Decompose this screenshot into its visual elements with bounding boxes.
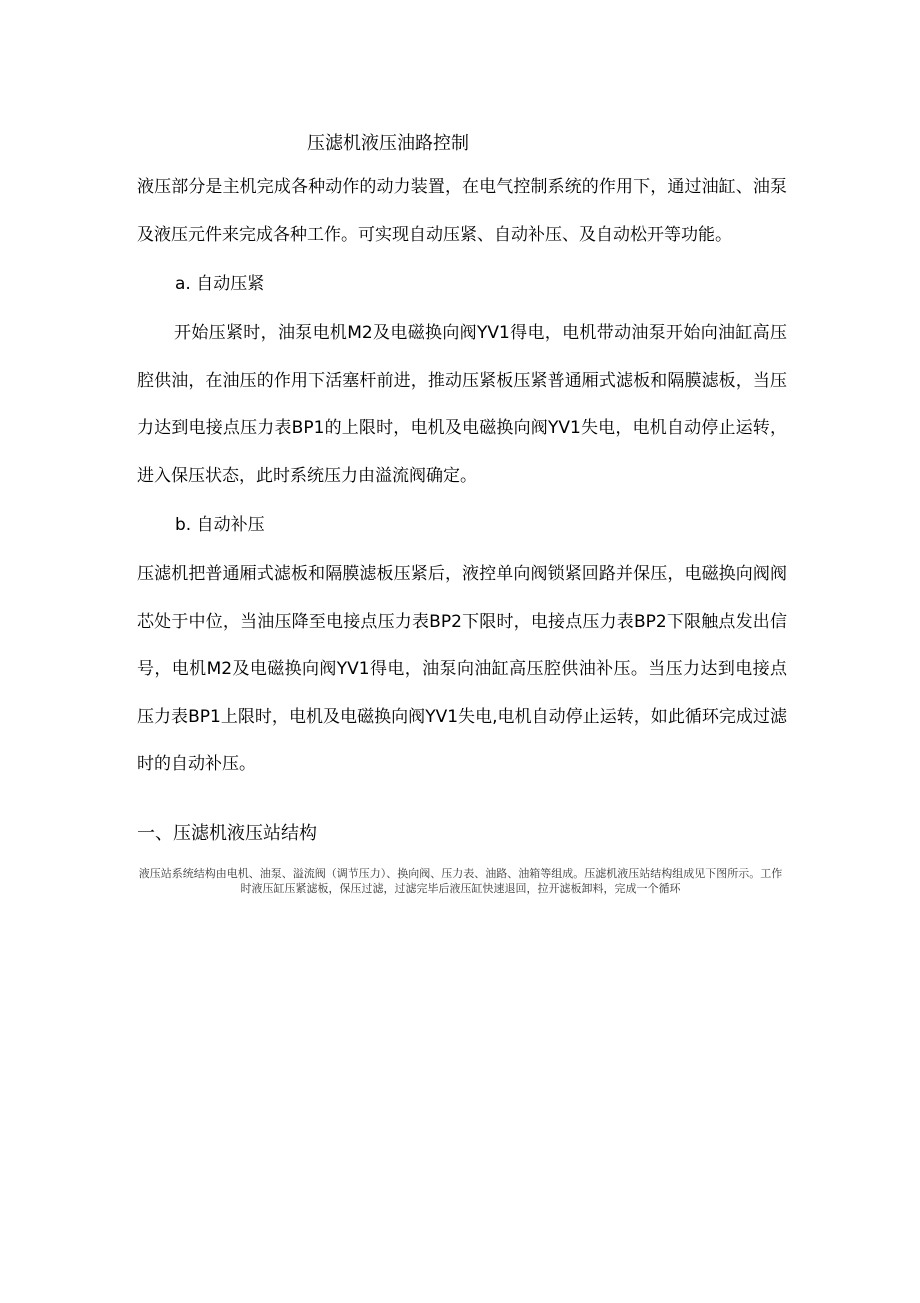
section-b-body: 压滤机把普通厢式滤板和隔膜滤板压紧后，液控单向阀锁紧回路并保压，电磁换向阀阀芯处于中位，当油压降至电接点压力表BP2下限时，电接点压力表BP2下限触点发出信号，电机M2及电磁换向阀YV1得电，油泵向油缸高压腔供油补压。当压力达到电接点压力表BP1上限时，电机及电磁换向阀YV1失电,电机自动停止运转，如此循环完成过滤时的自动补压。 — [137, 564, 787, 774]
section-1-heading: 一、压滤机液压站结构 — [137, 823, 317, 844]
section-a-body: 开始压紧时，油泵电机M2及电磁换向阀YV1得电，电机带动油泵开始向油缸高压腔供油，在油压的作用下活塞杆前进，推动压紧板压紧普通厢式滤板和隔膜滤板，当压力达到电接点压力表BP1的上限时，电机及电磁换向阀YV1失电，电机自动停止运转，进入保压状态，此时系统压力由溢流阀确定。 — [137, 323, 787, 486]
section-b-heading: b. 自动补压 — [175, 515, 265, 535]
section-a-heading: a. 自动压紧 — [175, 274, 265, 294]
document-title: 压滤机液压油路控制 — [307, 133, 469, 154]
section-1-body: 液压站系统结构由电机、油泵、溢流阀（调节压力）、换向阀、压力表、油路、油箱等组成。压滤机液压站结构组成见下图所示。工作时液压缸压紧滤板，保压过滤，过滤完毕后液压缸快速退回，拉开滤板卸料，完成一个循环 — [138, 867, 783, 895]
intro-paragraph: 液压部分是主机完成各种动作的动力装置，在电气控制系统的作用下，通过油缸、油泵及液压元件来完成各种工作。可实现自动压紧、自动补压、及自动松开等功能。 — [137, 177, 787, 245]
